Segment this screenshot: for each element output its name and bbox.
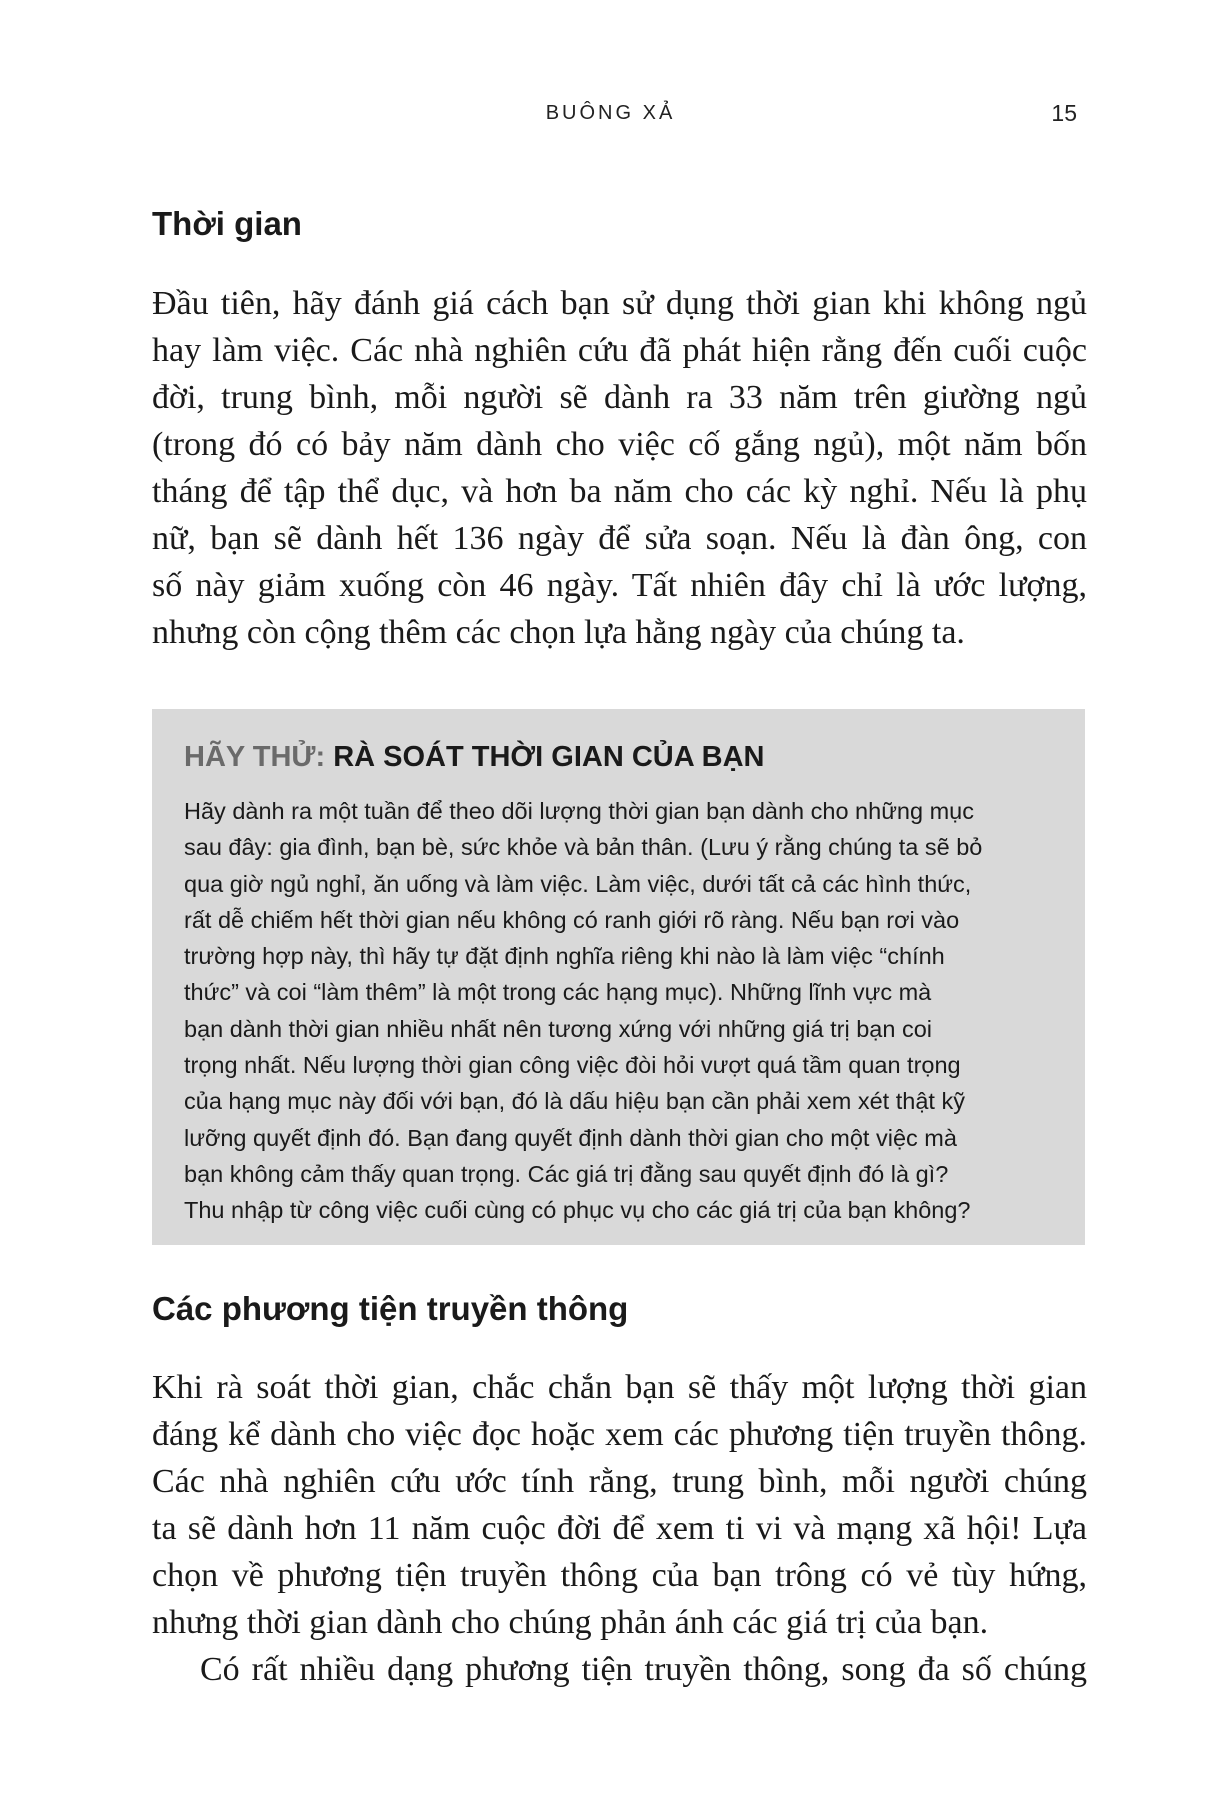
tip-line: trọng nhất. Nếu lượng thời gian công việc đòi hỏi vượt quá tầm quan trọng [184, 1052, 961, 1079]
tip-line: trường hợp này, thì hãy tự đặt định nghĩa riêng khi nào là làm việc “chính [184, 943, 945, 970]
text-line: tháng để tập thể dục, và hơn ba năm cho các kỳ nghỉ. Nếu là phụ [152, 473, 1087, 510]
text-line: đời, trung bình, mỗi người sẽ dành ra 33 năm trên giường ngủ [152, 379, 1087, 416]
text-line: chọn về phương tiện truyền thông của bạn trông có vẻ tùy hứng, [152, 1557, 1087, 1594]
section-heading-media: Các phương tiện truyền thông [152, 1290, 629, 1327]
tip-heading [184, 741, 764, 774]
tip-line: qua giờ ngủ nghỉ, ăn uống và làm việc. Làm việc, dưới tất cả các hình thức, [184, 870, 972, 897]
tip-line: Thu nhập từ công việc cuối cùng có phục vụ cho các giá trị của bạn không? [184, 1197, 971, 1224]
try-it-box [152, 709, 1085, 1245]
text-line: Các nhà nghiên cứu ước tính rằng, trung bình, mỗi người chúng [152, 1463, 1087, 1500]
paragraph-time [152, 280, 1087, 656]
page-number: 15 [1051, 100, 1077, 126]
text-line: (trong đó có bảy năm dành cho việc cố gắng ngủ), một năm bốn [152, 426, 1087, 463]
text-line: nhưng còn cộng thêm các chọn lựa hằng ngày của chúng ta. [152, 614, 965, 651]
text-line: nữ, bạn sẽ dành hết 136 ngày để sửa soạn. Nếu là đàn ông, con [152, 520, 1087, 557]
tip-line: sau đây: gia đình, bạn bè, sức khỏe và bản thân. (Lưu ý rằng chúng ta sẽ bỏ [184, 834, 983, 861]
text-line: đáng kể dành cho việc đọc hoặc xem các phương tiện truyền thông. [152, 1416, 1087, 1453]
tip-title: RÀ SOÁT THỜI GIAN CỦA BẠN [333, 741, 765, 773]
section-heading-time: Thời gian [152, 205, 302, 242]
text-line: Có rất nhiều dạng phương tiện truyền thông, song đa số chúng [200, 1651, 1087, 1688]
text-line: số này giảm xuống còn 46 ngày. Tất nhiên đây chỉ là ước lượng, [152, 567, 1087, 604]
running-title: BUÔNG XẢ [545, 102, 676, 124]
paragraph-media [152, 1364, 1087, 1693]
tip-line: bạn dành thời gian nhiều nhất nên tương xứng với những giá trị bạn coi [184, 1015, 933, 1042]
text-line: Đầu tiên, hãy đánh giá cách bạn sử dụng thời gian khi không ngủ [152, 285, 1087, 322]
text-line: hay làm việc. Các nhà nghiên cứu đã phát hiện rằng đến cuối cuộc [152, 332, 1087, 369]
tip-line: Hãy dành ra một tuần để theo dõi lượng thời gian bạn dành cho những mục [184, 798, 974, 824]
tip-line: lưỡng quyết định đó. Bạn đang quyết định dành thời gian cho một việc mà [184, 1124, 957, 1151]
tip-line: rất dễ chiếm hết thời gian nếu không có ranh giới rõ ràng. Nếu bạn rơi vào [184, 906, 960, 933]
text-line: nhưng thời gian dành cho chúng phản ánh các giá trị của bạn. [152, 1604, 989, 1641]
running-header [0, 100, 1221, 130]
tip-line: thức” và coi “làm thêm” là một trong các hạng mục). Những lĩnh vực mà [184, 979, 932, 1006]
tip-line: bạn không cảm thấy quan trọng. Các giá trị đằng sau quyết định đó là gì? [184, 1160, 949, 1187]
text-line: Khi rà soát thời gian, chắc chắn bạn sẽ thấy một lượng thời gian [152, 1369, 1087, 1406]
text-line: ta sẽ dành hơn 11 năm cuộc đời để xem ti vi và mạng xã hội! Lựa [152, 1510, 1087, 1547]
tip-line: của hạng mục này đối với bạn, đó là dấu hiệu bạn cần phải xem xét thật kỹ [184, 1088, 965, 1115]
tip-body [184, 793, 1054, 1229]
tip-label: HÃY THỬ: [184, 741, 326, 773]
